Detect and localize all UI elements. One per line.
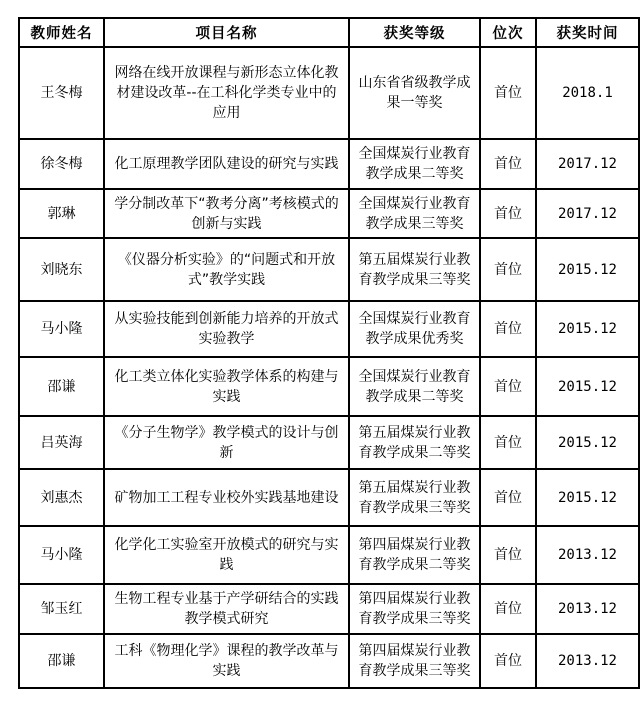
cell-rank: 首位 (480, 584, 536, 634)
table-row (19, 416, 639, 469)
cell-award: 第四届煤炭行业教育教学成果二等奖 (349, 526, 480, 584)
cell-date: 2013.12 (536, 634, 639, 688)
cell-rank: 首位 (480, 357, 536, 416)
cell-teacher: 马小隆 (19, 526, 104, 584)
cell-award: 第五届煤炭行业教育教学成果二等奖 (349, 416, 480, 469)
cell-rank: 首位 (480, 526, 536, 584)
table-row (19, 301, 639, 357)
cell-rank: 首位 (480, 189, 536, 238)
table-row (19, 526, 639, 584)
cell-rank: 首位 (480, 238, 536, 301)
cell-teacher: 邵谦 (19, 634, 104, 688)
cell-project: 网络在线开放课程与新形态立体化教材建设改革--在工科化学类专业中的应用 (104, 47, 349, 139)
table-row (19, 238, 639, 301)
cell-award: 全国煤炭行业教育教学成果优秀奖 (349, 301, 480, 357)
cell-teacher: 王冬梅 (19, 47, 104, 139)
table-body (19, 47, 639, 688)
column-header-date: 获奖时间 (536, 18, 639, 47)
table-row (19, 47, 639, 139)
table-row (19, 469, 639, 526)
cell-rank: 首位 (480, 139, 536, 189)
cell-date: 2017.12 (536, 189, 639, 238)
cell-rank: 首位 (480, 416, 536, 469)
cell-rank: 首位 (480, 47, 536, 139)
cell-teacher: 郭琳 (19, 189, 104, 238)
cell-teacher: 徐冬梅 (19, 139, 104, 189)
cell-teacher: 吕英海 (19, 416, 104, 469)
cell-project: 化工类立体化实验教学体系的构建与实践 (104, 357, 349, 416)
cell-date: 2015.12 (536, 357, 639, 416)
cell-rank: 首位 (480, 634, 536, 688)
table-row (19, 584, 639, 634)
header-row (19, 18, 639, 47)
cell-project: 生物工程专业基于产学研结合的实践教学模式研究 (104, 584, 349, 634)
cell-project: 从实验技能到创新能力培养的开放式实验教学 (104, 301, 349, 357)
cell-award: 第五届煤炭行业教育教学成果三等奖 (349, 238, 480, 301)
column-header-project: 项目名称 (104, 18, 349, 47)
cell-teacher: 邹玉红 (19, 584, 104, 634)
cell-rank: 首位 (480, 301, 536, 357)
column-header-award: 获奖等级 (349, 18, 480, 47)
column-header-rank: 位次 (480, 18, 536, 47)
cell-date: 2015.12 (536, 469, 639, 526)
cell-teacher: 刘惠杰 (19, 469, 104, 526)
cell-award: 第四届煤炭行业教育教学成果三等奖 (349, 634, 480, 688)
cell-award: 全国煤炭行业教育教学成果三等奖 (349, 189, 480, 238)
cell-award: 山东省省级教学成果一等奖 (349, 47, 480, 139)
cell-project: 工科《物理化学》课程的教学改革与实践 (104, 634, 349, 688)
cell-teacher: 刘晓东 (19, 238, 104, 301)
cell-project: 《仪器分析实验》的“问题式和开放式”教学实践 (104, 238, 349, 301)
table-row (19, 139, 639, 189)
cell-teacher: 马小隆 (19, 301, 104, 357)
cell-rank: 首位 (480, 469, 536, 526)
cell-date: 2015.12 (536, 301, 639, 357)
cell-date: 2017.12 (536, 139, 639, 189)
cell-project: 《分子生物学》教学模式的设计与创新 (104, 416, 349, 469)
cell-award: 第五届煤炭行业教育教学成果三等奖 (349, 469, 480, 526)
cell-project: 化工原理教学团队建设的研究与实践 (104, 139, 349, 189)
cell-date: 2018.1 (536, 47, 639, 139)
table-row (19, 357, 639, 416)
table-row (19, 634, 639, 688)
cell-date: 2015.12 (536, 238, 639, 301)
table-row (19, 189, 639, 238)
cell-project: 化学化工实验室开放模式的研究与实践 (104, 526, 349, 584)
cell-date: 2015.12 (536, 416, 639, 469)
cell-award: 全国煤炭行业教育教学成果二等奖 (349, 139, 480, 189)
column-header-teacher: 教师姓名 (19, 18, 104, 47)
cell-date: 2013.12 (536, 526, 639, 584)
cell-project: 学分制改革下“教考分离”考核模式的创新与实践 (104, 189, 349, 238)
awards-table (18, 17, 640, 689)
cell-teacher: 邵谦 (19, 357, 104, 416)
cell-project: 矿物加工工程专业校外实践基地建设 (104, 469, 349, 526)
cell-award: 全国煤炭行业教育教学成果二等奖 (349, 357, 480, 416)
cell-date: 2013.12 (536, 584, 639, 634)
cell-award: 第四届煤炭行业教育教学成果三等奖 (349, 584, 480, 634)
